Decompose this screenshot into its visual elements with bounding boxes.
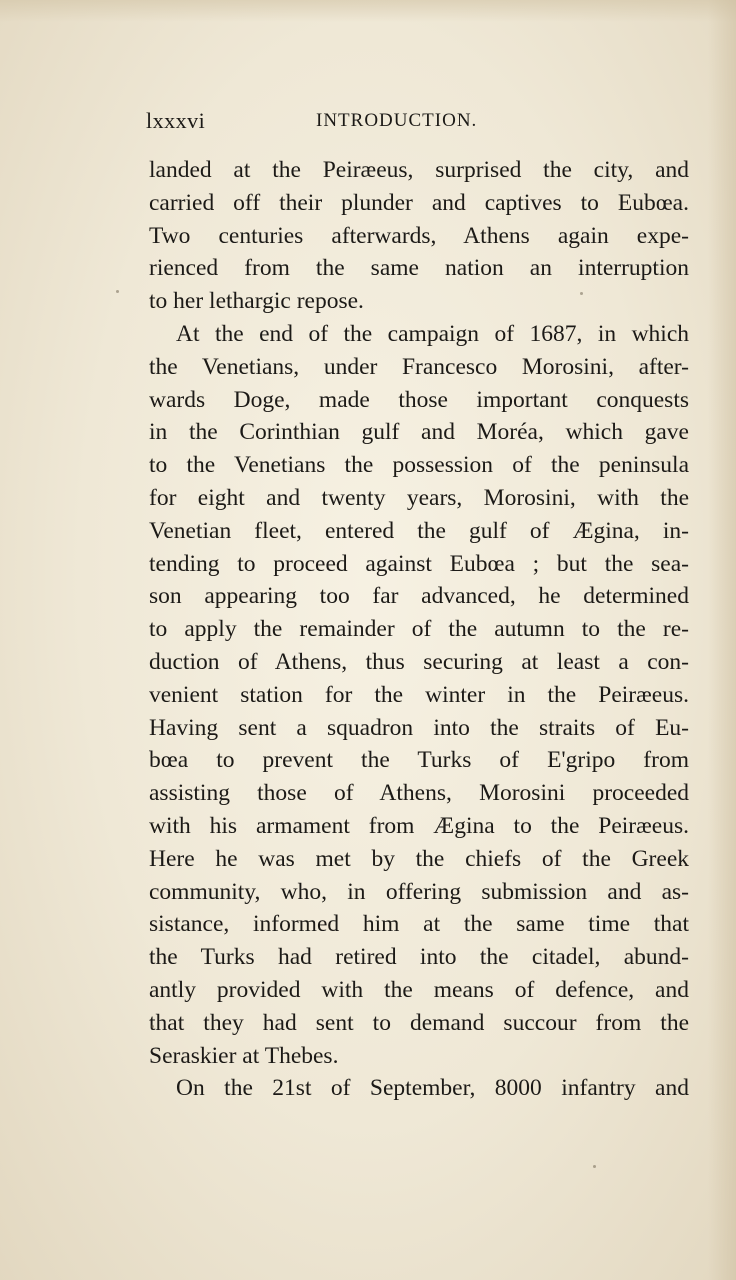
text-line: to the Venetians the possession of the peninsula bbox=[149, 452, 689, 479]
page-edge-shadow bbox=[708, 0, 736, 1280]
text-line: venient station for the winter in the Peiræeus. bbox=[149, 681, 689, 708]
text-line: for eight and twenty years, Morosini, with the bbox=[149, 484, 689, 511]
paper-speck bbox=[580, 292, 583, 295]
text-line: Seraskier at Thebes. bbox=[149, 1042, 339, 1069]
text-line: On the 21st of September, 8000 infantry and bbox=[176, 1075, 689, 1102]
text-line: Venetian fleet, entered the gulf of Ægina, in- bbox=[149, 517, 689, 544]
page-number: lxxxvi bbox=[146, 108, 206, 133]
text-line: landed at the Peiræeus, surprised the city, and bbox=[149, 157, 689, 183]
text-line: Having sent a squadron into the straits of Eu- bbox=[149, 714, 689, 741]
text-line: Here he was met by the chiefs of the Greek bbox=[149, 845, 689, 872]
running-title: INTRODUCTION. bbox=[316, 110, 478, 131]
page-top-shadow bbox=[0, 0, 736, 22]
text-line: sistance, informed him at the same time that bbox=[149, 911, 689, 938]
text-line: with his armament from Ægina to the Peiræeus. bbox=[149, 812, 689, 839]
text-line: duction of Athens, thus securing at least a con- bbox=[149, 648, 689, 675]
text-line: tending to proceed against Eubœa ; but the sea- bbox=[149, 550, 689, 577]
text-line: the Turks had retired into the citadel, abund- bbox=[149, 944, 689, 971]
text-line: bœa to prevent the Turks of E'gripo from bbox=[149, 747, 689, 774]
text-line: antly provided with the means of defence, and bbox=[149, 976, 689, 1003]
running-head bbox=[146, 108, 506, 138]
text-line: assisting those of Athens, Morosini proceeded bbox=[149, 780, 689, 807]
text-line: to apply the remainder of the autumn to the re- bbox=[149, 616, 689, 643]
paper-speck bbox=[116, 290, 119, 293]
text-line: At the end of the campaign of 1687, in which bbox=[176, 320, 689, 347]
text-line: to her lethargic repose. bbox=[149, 288, 364, 315]
text-line: that they had sent to demand succour from the bbox=[149, 1009, 689, 1036]
text-line: carried off their plunder and captives to Eubœa. bbox=[149, 189, 689, 216]
text-line: son appearing too far advanced, he determined bbox=[149, 583, 689, 610]
text-line: in the Corinthian gulf and Moréa, which gave bbox=[149, 419, 689, 446]
text-line: community, who, in offering submission and as- bbox=[149, 878, 689, 905]
text-line: rienced from the same nation an interruption bbox=[149, 255, 689, 282]
text-line: Two centuries afterwards, Athens again expe- bbox=[149, 222, 689, 249]
text-line: wards Doge, made those important conquests bbox=[149, 386, 689, 413]
text-line: the Venetians, under Francesco Morosini, after- bbox=[149, 353, 689, 380]
paper-speck bbox=[151, 1025, 154, 1028]
paper-speck bbox=[593, 1165, 596, 1168]
body-text bbox=[149, 154, 689, 1105]
